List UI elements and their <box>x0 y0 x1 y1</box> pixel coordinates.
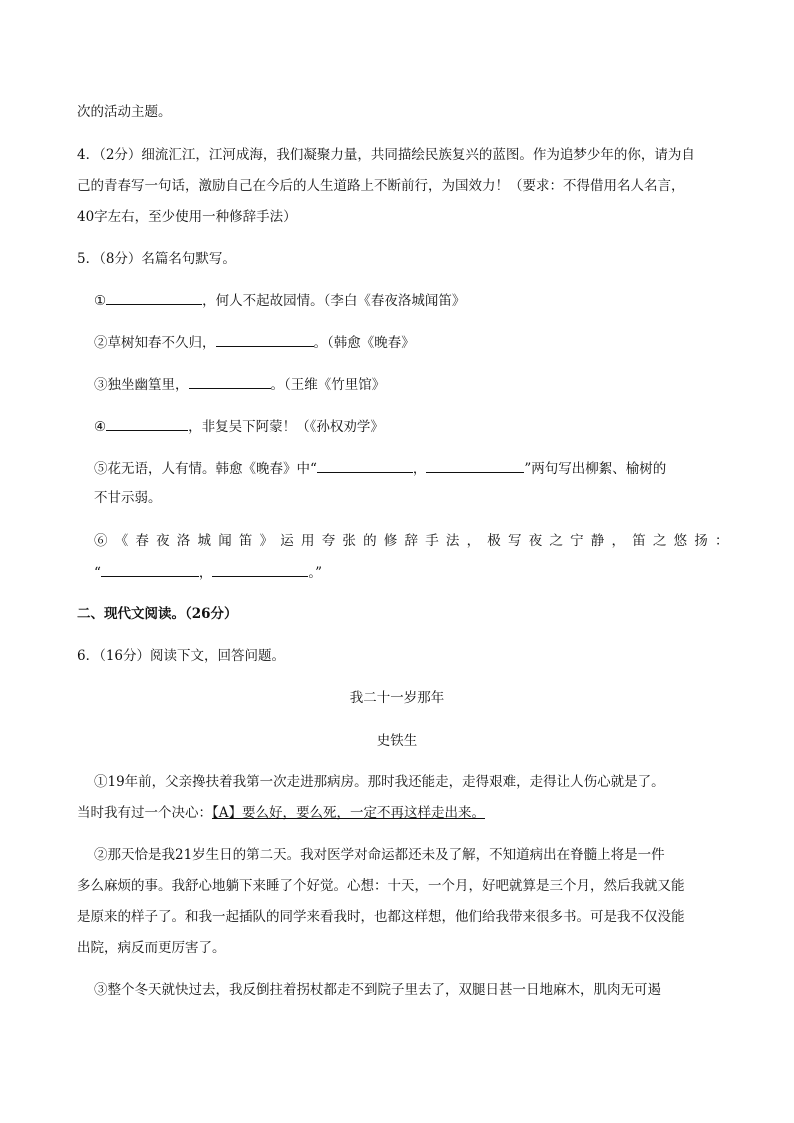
paragraph-1-line-1: ①19年前，父亲搀扶着我第一次走进那病房。那时我还能走，走得艰难，走得让人伤心就是了。 <box>94 774 665 790</box>
essay-title: 我二十一岁那年 <box>349 690 445 706</box>
item-1-suffix: ，何人不起故园情。（李白《春夜洛城闻笛》 <box>202 293 466 309</box>
paragraph-3-line-1: ③整个冬天就快过去，我反倒拄着拐杖都走不到院子里去了，双腿日甚一日地麻木，肌肉无可遏 <box>94 982 661 998</box>
p1-plain: 当时我有过一个决心： <box>77 805 212 821</box>
item-6-mid: ， <box>198 565 213 581</box>
question-6: 6．（16分）阅读下文，回答问题。 <box>77 648 286 664</box>
item-3-prefix: ③独坐幽篁里， <box>94 377 189 393</box>
answer-blank[interactable] <box>106 416 188 431</box>
answer-blank[interactable] <box>101 562 199 577</box>
item-5-mid: ， <box>412 461 427 477</box>
answer-blank[interactable] <box>212 562 308 577</box>
essay-author: 史铁生 <box>376 733 418 749</box>
answer-blank[interactable] <box>426 458 524 473</box>
recitation-item-5-line-2: 不甘示弱。 <box>94 490 162 506</box>
question-5: 5．（8分）名篇名句默写。 <box>77 251 236 267</box>
recitation-item-2 <box>94 332 415 353</box>
recitation-item-6-line-2 <box>94 562 322 583</box>
p1-underlined-sentence: 【A】要么好，要么死，一定不再这样走出来。 <box>212 805 485 821</box>
question-4-line-2: 己的青春写一句话，激励自己在今后的人生道路上不断前行，为国效力！（要求：不得借用名人名言， <box>77 178 685 194</box>
answer-blank[interactable] <box>106 290 202 305</box>
item-1-prefix: ① <box>94 293 107 309</box>
question-4-line-3: 40字左右，至少使用一种修辞手法） <box>77 209 297 225</box>
recitation-item-5 <box>94 458 666 479</box>
item-6-open: “ <box>94 565 101 581</box>
section-heading: 二、现代文阅读。（26分） <box>77 606 238 622</box>
item-5-prefix: ⑤花无语，人有情。韩愈《晚春》中“ <box>94 461 317 477</box>
item-6-close: 。” <box>308 565 323 581</box>
item-4-suffix: ，非复吴下阿蒙！（《孙权劝学》 <box>188 419 384 435</box>
answer-blank[interactable] <box>216 332 314 347</box>
question-4-line-1: 4．（2分）细流汇江，江河成海，我们凝聚力量，共同描绘民族复兴的蓝图。作为追梦少年的你，请为自 <box>77 147 695 163</box>
recitation-item-3 <box>94 374 385 395</box>
recitation-item-1 <box>94 290 465 311</box>
paragraph-2-line-2: 多么麻烦的事。我舒心地躺下来睡了个好觉。心想：十天，一个月，好吧就算是三个月，然后我就又能 <box>77 878 685 894</box>
paragraph-2-line-3: 是原来的样子了。和我一起插队的同学来看我时，也都这样想，他们给我带来很多书。可是我不仅没能 <box>77 909 685 925</box>
answer-blank[interactable] <box>189 374 271 389</box>
recitation-item-4 <box>94 416 384 437</box>
paragraph-1-line-2 <box>77 803 485 823</box>
recitation-item-6-line-1: ⑥《春夜洛城闻笛》运用夸张的修辞手法，极写夜之宁静，笛之悠扬： <box>94 533 736 549</box>
text-line: 次的活动主题。 <box>77 104 172 120</box>
paragraph-2-line-1: ②那天恰是我21岁生日的第二天。我对医学对命运都还未及了解，不知道病出在脊髓上将是一件 <box>94 847 665 863</box>
item-3-suffix: 。（王维《竹里馆》 <box>270 377 386 393</box>
item-5-suffix: ”两句写出柳絮、榆树的 <box>524 461 667 477</box>
item-4-prefix: ④ <box>94 419 107 435</box>
paragraph-2-line-4: 出院，病反而更厉害了。 <box>77 940 226 956</box>
item-2-prefix: ②草树知春不久归， <box>94 335 216 351</box>
answer-blank[interactable] <box>317 458 413 473</box>
item-2-suffix: 。（韩愈《晚春》 <box>313 335 415 351</box>
